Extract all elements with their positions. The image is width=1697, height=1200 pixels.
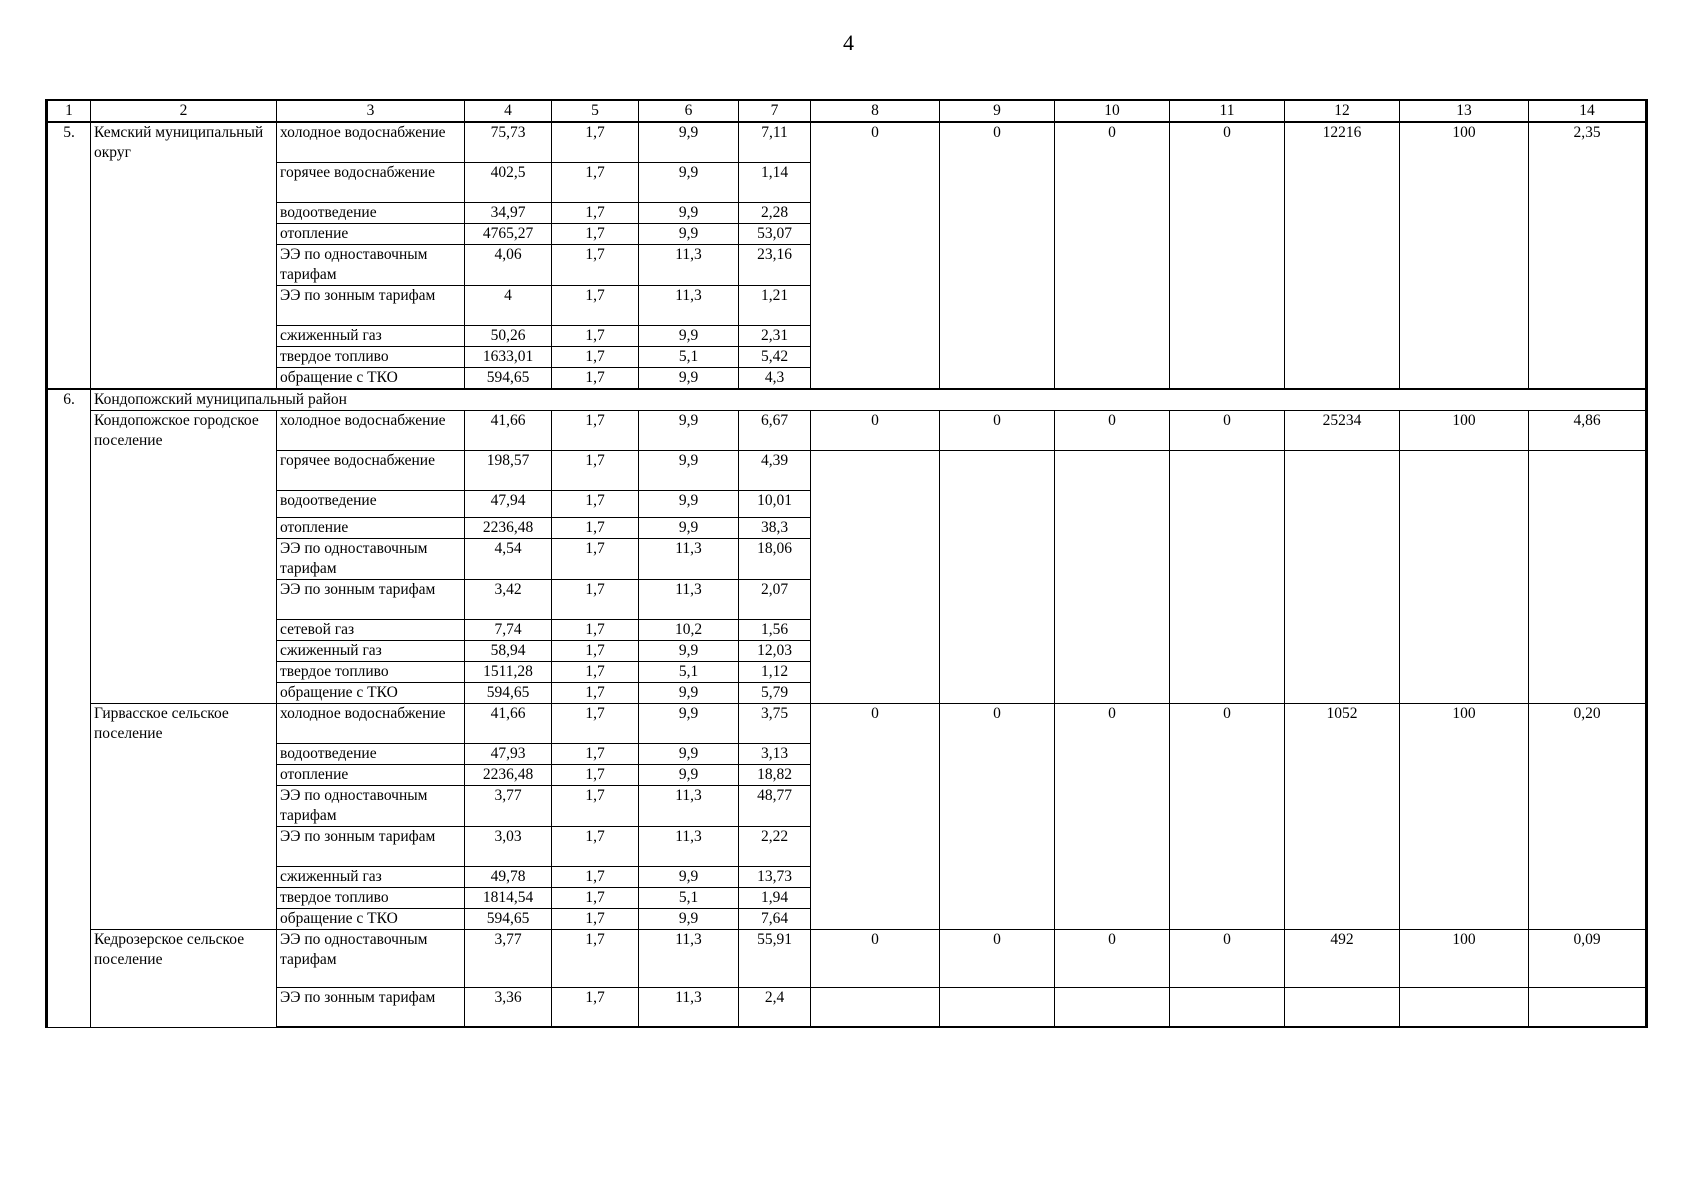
- summary-c13: 100: [1400, 122, 1529, 389]
- value-c4: 594,65: [465, 908, 552, 929]
- value-c4: 47,93: [465, 743, 552, 764]
- summary-empty: [1285, 450, 1400, 703]
- district-name: Кондопожский муниципальный район: [91, 389, 1647, 411]
- tariff-table: [45, 99, 1648, 1028]
- value-c6: 11,3: [639, 285, 739, 325]
- value-c6: 11,3: [639, 826, 739, 866]
- value-c7: 38,3: [739, 517, 811, 538]
- value-c6: 11,3: [639, 785, 739, 826]
- value-c5: 1,7: [552, 743, 639, 764]
- value-c5: 1,7: [552, 703, 639, 743]
- column-number: 9: [940, 100, 1055, 122]
- value-c4: 41,66: [465, 703, 552, 743]
- column-number: 3: [277, 100, 465, 122]
- summary-c9: 0: [940, 703, 1055, 929]
- summary-c12: 492: [1285, 929, 1400, 987]
- value-c5: 1,7: [552, 661, 639, 682]
- summary-empty: [940, 450, 1055, 703]
- value-c4: 594,65: [465, 682, 552, 703]
- service-name: твердое топливо: [277, 661, 465, 682]
- value-c4: 4: [465, 285, 552, 325]
- value-c5: 1,7: [552, 202, 639, 223]
- value-c7: 5,42: [739, 346, 811, 367]
- value-c4: 3,77: [465, 785, 552, 826]
- column-number: 14: [1529, 100, 1647, 122]
- value-c7: 3,75: [739, 703, 811, 743]
- value-c7: 2,4: [739, 987, 811, 1027]
- value-c6: 10,2: [639, 619, 739, 640]
- value-c4: 1633,01: [465, 346, 552, 367]
- service-name: ЭЭ по зонным тарифам: [277, 285, 465, 325]
- value-c4: 198,57: [465, 450, 552, 490]
- service-name: водоотведение: [277, 743, 465, 764]
- summary-c8: 0: [811, 410, 940, 450]
- table-row: [47, 703, 1647, 743]
- summary-c12: 1052: [1285, 703, 1400, 929]
- value-c7: 2,22: [739, 826, 811, 866]
- value-c5: 1,7: [552, 538, 639, 579]
- summary-empty: [1400, 987, 1529, 1027]
- value-c5: 1,7: [552, 887, 639, 908]
- value-c6: 9,9: [639, 162, 739, 202]
- service-name: ЭЭ по зонным тарифам: [277, 826, 465, 866]
- summary-empty: [1170, 450, 1285, 703]
- service-name: ЭЭ по зонным тарифам: [277, 987, 465, 1027]
- value-c6: 5,1: [639, 661, 739, 682]
- section-number: 6.: [47, 389, 91, 411]
- service-name: обращение с ТКО: [277, 367, 465, 389]
- value-c5: 1,7: [552, 866, 639, 887]
- summary-c11: 0: [1170, 410, 1285, 450]
- value-c7: 53,07: [739, 223, 811, 244]
- summary-c10: 0: [1055, 929, 1170, 987]
- value-c5: 1,7: [552, 410, 639, 450]
- value-c7: 3,13: [739, 743, 811, 764]
- value-c6: 9,9: [639, 866, 739, 887]
- table-row: [47, 410, 1647, 450]
- value-c5: 1,7: [552, 908, 639, 929]
- service-name: твердое топливо: [277, 346, 465, 367]
- summary-c13: 100: [1400, 929, 1529, 987]
- value-c6: 5,1: [639, 887, 739, 908]
- value-c4: 3,77: [465, 929, 552, 987]
- value-c7: 55,91: [739, 929, 811, 987]
- value-c7: 7,11: [739, 122, 811, 162]
- value-c6: 9,9: [639, 367, 739, 389]
- value-c5: 1,7: [552, 122, 639, 162]
- summary-empty: [940, 987, 1055, 1027]
- value-c7: 48,77: [739, 785, 811, 826]
- value-c4: 1511,28: [465, 661, 552, 682]
- value-c6: 9,9: [639, 202, 739, 223]
- value-c5: 1,7: [552, 785, 639, 826]
- column-number: 6: [639, 100, 739, 122]
- service-name: холодное водоснабжение: [277, 703, 465, 743]
- value-c7: 7,64: [739, 908, 811, 929]
- value-c5: 1,7: [552, 929, 639, 987]
- value-c5: 1,7: [552, 162, 639, 202]
- value-c4: 3,42: [465, 579, 552, 619]
- service-name: ЭЭ по одноставочным тарифам: [277, 538, 465, 579]
- table-row: [47, 987, 1647, 1027]
- value-c7: 12,03: [739, 640, 811, 661]
- value-c4: 402,5: [465, 162, 552, 202]
- section-number-spacer: [47, 410, 91, 1027]
- summary-empty: [1285, 987, 1400, 1027]
- service-name: холодное водоснабжение: [277, 410, 465, 450]
- value-c7: 23,16: [739, 244, 811, 285]
- table-row: [47, 122, 1647, 162]
- value-c4: 4765,27: [465, 223, 552, 244]
- column-number: 5: [552, 100, 639, 122]
- value-c4: 3,03: [465, 826, 552, 866]
- value-c5: 1,7: [552, 450, 639, 490]
- column-number: 10: [1055, 100, 1170, 122]
- service-name: ЭЭ по одноставочным тарифам: [277, 785, 465, 826]
- service-name: отопление: [277, 764, 465, 785]
- value-c4: 75,73: [465, 122, 552, 162]
- value-c5: 1,7: [552, 285, 639, 325]
- settlement-name: Кондопожское городское поселение: [91, 410, 277, 703]
- service-name: отопление: [277, 223, 465, 244]
- value-c4: 4,06: [465, 244, 552, 285]
- summary-c8: 0: [811, 929, 940, 987]
- column-number: 1: [47, 100, 91, 122]
- summary-c14: 0,09: [1529, 929, 1647, 987]
- value-c6: 9,9: [639, 743, 739, 764]
- summary-empty: [811, 450, 940, 703]
- value-c5: 1,7: [552, 682, 639, 703]
- section-number: 5.: [47, 122, 91, 389]
- service-name: сжиженный газ: [277, 325, 465, 346]
- summary-c8: 0: [811, 703, 940, 929]
- value-c7: 1,12: [739, 661, 811, 682]
- settlement-name: Кедрозерское сельское поселение: [91, 929, 277, 1027]
- value-c7: 1,56: [739, 619, 811, 640]
- service-name: ЭЭ по одноставочным тарифам: [277, 244, 465, 285]
- summary-c11: 0: [1170, 122, 1285, 389]
- value-c6: 11,3: [639, 579, 739, 619]
- value-c6: 9,9: [639, 703, 739, 743]
- summary-c10: 0: [1055, 410, 1170, 450]
- value-c5: 1,7: [552, 826, 639, 866]
- summary-c9: 0: [940, 929, 1055, 987]
- value-c7: 1,14: [739, 162, 811, 202]
- service-name: обращение с ТКО: [277, 908, 465, 929]
- value-c5: 1,7: [552, 367, 639, 389]
- summary-empty: [811, 987, 940, 1027]
- value-c5: 1,7: [552, 223, 639, 244]
- value-c6: 9,9: [639, 908, 739, 929]
- summary-c14: 0,20: [1529, 703, 1647, 929]
- summary-empty: [1529, 450, 1647, 703]
- page-number: 4: [843, 30, 854, 55]
- column-number-header-row: [47, 100, 1647, 122]
- value-c4: 2236,48: [465, 517, 552, 538]
- summary-c9: 0: [940, 410, 1055, 450]
- summary-empty: [1529, 987, 1647, 1027]
- column-number: 2: [91, 100, 277, 122]
- service-name: сжиженный газ: [277, 866, 465, 887]
- value-c7: 4,39: [739, 450, 811, 490]
- service-name: горячее водоснабжение: [277, 450, 465, 490]
- value-c4: 50,26: [465, 325, 552, 346]
- column-number: 4: [465, 100, 552, 122]
- value-c5: 1,7: [552, 346, 639, 367]
- value-c7: 4,3: [739, 367, 811, 389]
- column-number: 8: [811, 100, 940, 122]
- service-name: горячее водоснабжение: [277, 162, 465, 202]
- value-c7: 1,21: [739, 285, 811, 325]
- section-heading-row: [47, 389, 1647, 411]
- value-c5: 1,7: [552, 764, 639, 785]
- value-c4: 594,65: [465, 367, 552, 389]
- value-c5: 1,7: [552, 579, 639, 619]
- summary-c11: 0: [1170, 703, 1285, 929]
- service-name: холодное водоснабжение: [277, 122, 465, 162]
- summary-c14: 2,35: [1529, 122, 1647, 389]
- summary-c12: 25234: [1285, 410, 1400, 450]
- column-number: 12: [1285, 100, 1400, 122]
- value-c7: 18,82: [739, 764, 811, 785]
- value-c6: 9,9: [639, 223, 739, 244]
- value-c6: 11,3: [639, 987, 739, 1027]
- value-c6: 9,9: [639, 682, 739, 703]
- value-c7: 1,94: [739, 887, 811, 908]
- value-c4: 58,94: [465, 640, 552, 661]
- value-c6: 9,9: [639, 517, 739, 538]
- value-c6: 9,9: [639, 410, 739, 450]
- value-c7: 13,73: [739, 866, 811, 887]
- value-c6: 5,1: [639, 346, 739, 367]
- service-name: водоотведение: [277, 202, 465, 223]
- summary-empty: [1170, 987, 1285, 1027]
- value-c5: 1,7: [552, 619, 639, 640]
- value-c7: 18,06: [739, 538, 811, 579]
- value-c5: 1,7: [552, 987, 639, 1027]
- value-c5: 1,7: [552, 640, 639, 661]
- value-c7: 2,07: [739, 579, 811, 619]
- value-c7: 2,31: [739, 325, 811, 346]
- column-number: 11: [1170, 100, 1285, 122]
- summary-c10: 0: [1055, 122, 1170, 389]
- service-name: ЭЭ по зонным тарифам: [277, 579, 465, 619]
- column-number: 7: [739, 100, 811, 122]
- summary-c8: 0: [811, 122, 940, 389]
- service-name: водоотведение: [277, 490, 465, 517]
- municipality-name: Кемский муниципальный округ: [91, 122, 277, 389]
- table-row: [47, 450, 1647, 490]
- summary-c12: 12216: [1285, 122, 1400, 389]
- value-c7: 10,01: [739, 490, 811, 517]
- value-c4: 47,94: [465, 490, 552, 517]
- service-name: сжиженный газ: [277, 640, 465, 661]
- value-c4: 34,97: [465, 202, 552, 223]
- service-name: отопление: [277, 517, 465, 538]
- value-c7: 5,79: [739, 682, 811, 703]
- service-name: ЭЭ по одноставочным тарифам: [277, 929, 465, 987]
- value-c6: 9,9: [639, 122, 739, 162]
- value-c6: 9,9: [639, 640, 739, 661]
- value-c5: 1,7: [552, 517, 639, 538]
- settlement-name: Гирвасское сельское поселение: [91, 703, 277, 929]
- value-c6: 11,3: [639, 538, 739, 579]
- summary-c14: 4,86: [1529, 410, 1647, 450]
- value-c4: 1814,54: [465, 887, 552, 908]
- column-number: 13: [1400, 100, 1529, 122]
- summary-empty: [1400, 450, 1529, 703]
- value-c7: 2,28: [739, 202, 811, 223]
- value-c6: 9,9: [639, 450, 739, 490]
- service-name: сетевой газ: [277, 619, 465, 640]
- value-c6: 11,3: [639, 929, 739, 987]
- summary-empty: [1055, 450, 1170, 703]
- summary-c11: 0: [1170, 929, 1285, 987]
- value-c5: 1,7: [552, 490, 639, 517]
- value-c4: 2236,48: [465, 764, 552, 785]
- service-name: обращение с ТКО: [277, 682, 465, 703]
- value-c6: 9,9: [639, 764, 739, 785]
- value-c4: 7,74: [465, 619, 552, 640]
- value-c6: 9,9: [639, 325, 739, 346]
- summary-c10: 0: [1055, 703, 1170, 929]
- table-row: [47, 929, 1647, 987]
- value-c5: 1,7: [552, 325, 639, 346]
- value-c5: 1,7: [552, 244, 639, 285]
- value-c4: 4,54: [465, 538, 552, 579]
- summary-c9: 0: [940, 122, 1055, 389]
- value-c4: 41,66: [465, 410, 552, 450]
- value-c6: 11,3: [639, 244, 739, 285]
- summary-empty: [1055, 987, 1170, 1027]
- summary-c13: 100: [1400, 410, 1529, 450]
- service-name: твердое топливо: [277, 887, 465, 908]
- value-c7: 6,67: [739, 410, 811, 450]
- value-c4: 49,78: [465, 866, 552, 887]
- summary-c13: 100: [1400, 703, 1529, 929]
- value-c6: 9,9: [639, 490, 739, 517]
- value-c4: 3,36: [465, 987, 552, 1027]
